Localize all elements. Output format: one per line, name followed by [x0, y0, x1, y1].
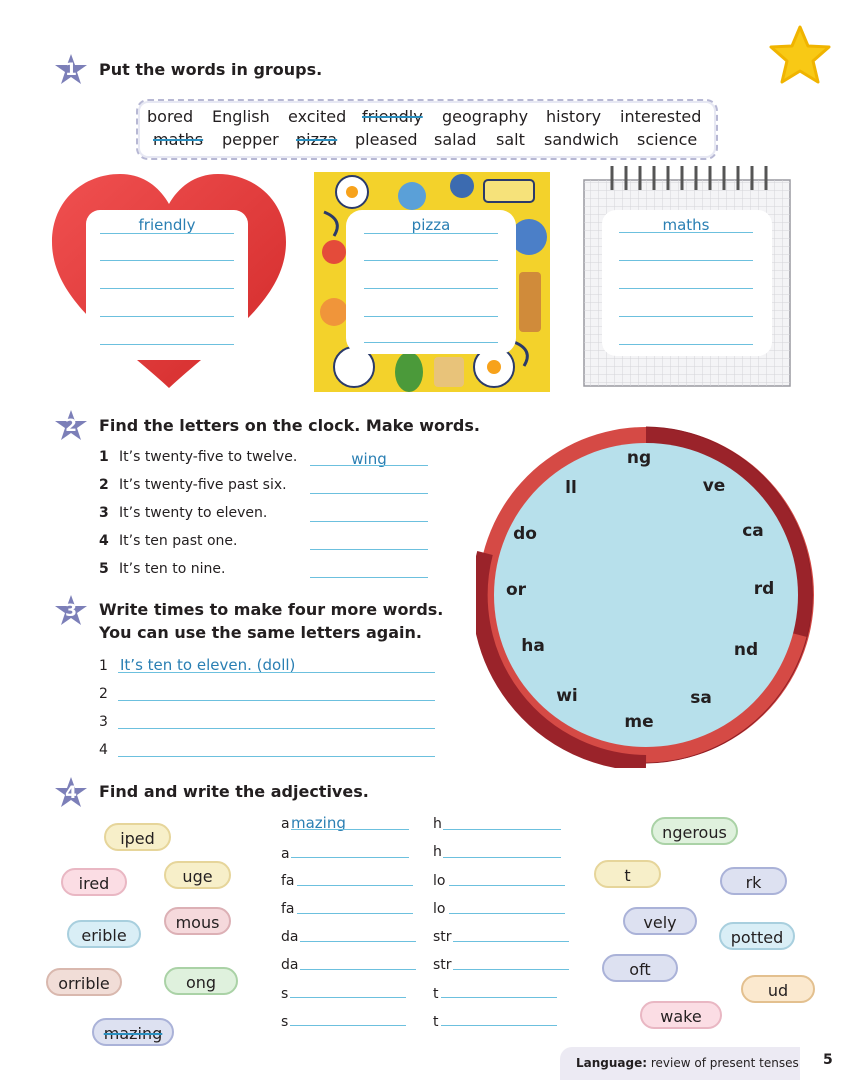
writing-line[interactable]: [364, 260, 498, 261]
writing-line[interactable]: [364, 316, 498, 317]
footer-text: review of present tenses: [650, 1056, 799, 1070]
clock-letters: ha: [521, 636, 545, 656]
question-item: 4 It’s ten past one.: [99, 533, 238, 549]
word: salt: [496, 130, 525, 149]
adjective-prefix: h: [433, 844, 442, 860]
exercise-title: Find and write the adjectives.: [99, 782, 369, 801]
word: history: [546, 107, 602, 126]
exercise-title: Write times to make four more words.: [99, 600, 444, 619]
adjective-prefix: t: [433, 986, 439, 1002]
clock-letters: sa: [690, 688, 712, 708]
exercise-title: Put the words in groups.: [99, 60, 323, 79]
clock-letters: me: [624, 712, 654, 732]
answer-line[interactable]: [300, 941, 416, 942]
clock-letters: ng: [626, 448, 652, 468]
group-example-answer: friendly: [138, 216, 196, 234]
word-ending-pill-crossed-out: mazing: [92, 1018, 174, 1046]
word: English: [212, 107, 270, 126]
writing-line[interactable]: [619, 316, 753, 317]
writing-line[interactable]: [364, 342, 498, 343]
answer-line[interactable]: [291, 829, 409, 830]
adjective-prefix: lo: [433, 901, 446, 917]
answer-line[interactable]: [118, 728, 435, 729]
word: science: [637, 130, 698, 149]
word: salad: [434, 130, 477, 149]
answer-line[interactable]: [443, 857, 561, 858]
word-ending-pill: oft: [602, 954, 678, 982]
adjective-prefix: a: [281, 846, 290, 862]
answer-line[interactable]: [118, 756, 435, 757]
writing-line[interactable]: [619, 288, 753, 289]
word-ending-pill: iped: [104, 823, 171, 851]
question-item: 3 It’s twenty to eleven.: [99, 505, 268, 521]
adjective-prefix: fa: [281, 873, 295, 889]
word-ending-pill: ired: [61, 868, 127, 896]
question-item: 2 It’s twenty-five past six.: [99, 477, 287, 493]
word-ending-pill: ud: [741, 975, 815, 1003]
word-ending-pill: uge: [164, 861, 231, 889]
item-number: 1: [99, 658, 108, 674]
word-ending-pill: ong: [164, 967, 238, 995]
adjective-prefix: fa: [281, 901, 295, 917]
writing-line[interactable]: [364, 233, 498, 234]
exercise-number-badge: 3: [54, 594, 88, 628]
word-crossed-out: maths: [153, 130, 204, 149]
footer-label: Language:: [576, 1056, 648, 1070]
exercise-number-badge: 1: [54, 53, 88, 87]
answer-text: wing: [351, 450, 387, 468]
word: pleased: [355, 130, 418, 149]
answer-line[interactable]: [441, 1025, 557, 1026]
answer-line[interactable]: [290, 997, 406, 998]
item-number: 4: [99, 742, 108, 758]
answer-line[interactable]: [291, 857, 409, 858]
clock-letters: ca: [742, 521, 764, 541]
answer-line[interactable]: [310, 577, 428, 578]
adjective-prefix: s: [281, 1014, 289, 1030]
word: excited: [288, 107, 347, 126]
adjective-prefix: da: [281, 957, 299, 973]
answer-line[interactable]: [443, 829, 561, 830]
clock-letters: or: [505, 580, 527, 600]
word-ending-pill: vely: [623, 907, 697, 935]
question-item: 5 It’s ten to nine.: [99, 561, 226, 577]
group-example-answer: pizza: [411, 216, 451, 234]
answer-line[interactable]: [453, 941, 569, 942]
exercise-title: Find the letters on the clock. Make words.: [99, 416, 480, 435]
answer-line[interactable]: [310, 465, 428, 466]
adjective-prefix: s: [281, 986, 289, 1002]
group-example-answer: maths: [662, 216, 710, 234]
footer-language-note: [560, 1047, 800, 1080]
word-crossed-out: pizza: [296, 130, 338, 149]
answer-text: mazing: [291, 814, 346, 832]
answer-text: It’s ten to eleven. (doll): [120, 656, 296, 674]
exercise-title-line2: You can use the same letters again.: [99, 623, 422, 642]
word-ending-pill: rk: [720, 867, 787, 895]
clock-letters: ll: [565, 478, 577, 498]
clock-letters: rd: [753, 579, 775, 599]
writing-line[interactable]: [100, 316, 234, 317]
answer-line[interactable]: [290, 1025, 406, 1026]
word-ending-pill: t: [594, 860, 661, 888]
item-number: 3: [99, 714, 108, 730]
answer-line[interactable]: [310, 549, 428, 550]
word: sandwich: [544, 130, 619, 149]
word: bored: [147, 107, 194, 126]
answer-line[interactable]: [118, 672, 435, 673]
writing-line[interactable]: [100, 288, 234, 289]
answer-line[interactable]: [310, 493, 428, 494]
writing-line[interactable]: [619, 344, 753, 345]
answer-line[interactable]: [297, 913, 413, 914]
answer-line[interactable]: [297, 885, 413, 886]
page-number: 5: [823, 1052, 833, 1068]
answer-line[interactable]: [310, 521, 428, 522]
adjective-prefix: a: [281, 816, 290, 832]
word-ending-pill: wake: [640, 1001, 722, 1029]
answer-line[interactable]: [449, 885, 565, 886]
word-ending-pill: mous: [164, 907, 231, 935]
word: pepper: [222, 130, 279, 149]
answer-line[interactable]: [441, 997, 557, 998]
word-ending-pill: erible: [67, 920, 141, 948]
star-decoration-icon: [768, 24, 832, 86]
answer-line[interactable]: [118, 700, 435, 701]
adjective-prefix: h: [433, 816, 442, 832]
word-ending-pill: orrible: [46, 968, 122, 996]
adjective-prefix: lo: [433, 873, 446, 889]
word: geography: [442, 107, 529, 126]
question-item: 1 It’s twenty-five to twelve.: [99, 449, 298, 465]
writing-line[interactable]: [100, 344, 234, 345]
clock-letters: wi: [556, 686, 578, 706]
item-number: 2: [99, 686, 108, 702]
answer-line[interactable]: [449, 913, 565, 914]
adjective-prefix: t: [433, 1014, 439, 1030]
word: interested: [620, 107, 702, 126]
writing-line[interactable]: [364, 288, 498, 289]
word-ending-pill: ngerous: [651, 817, 738, 845]
exercise-number-badge: 4: [54, 776, 88, 810]
writing-line[interactable]: [619, 232, 753, 233]
clock-letters: nd: [733, 640, 759, 660]
adjective-prefix: da: [281, 929, 299, 945]
clock-letters: ve: [702, 476, 726, 496]
writing-line[interactable]: [619, 260, 753, 261]
word-ending-pill: potted: [719, 922, 795, 950]
writing-line[interactable]: [100, 260, 234, 261]
exercise-number-badge: 2: [54, 409, 88, 443]
answer-line[interactable]: [300, 969, 416, 970]
clock-letters: do: [513, 524, 537, 544]
answer-line[interactable]: [453, 969, 569, 970]
adjective-prefix: str: [433, 929, 452, 945]
writing-line[interactable]: [100, 233, 234, 234]
word-crossed-out: friendly: [362, 107, 423, 126]
adjective-prefix: str: [433, 957, 452, 973]
